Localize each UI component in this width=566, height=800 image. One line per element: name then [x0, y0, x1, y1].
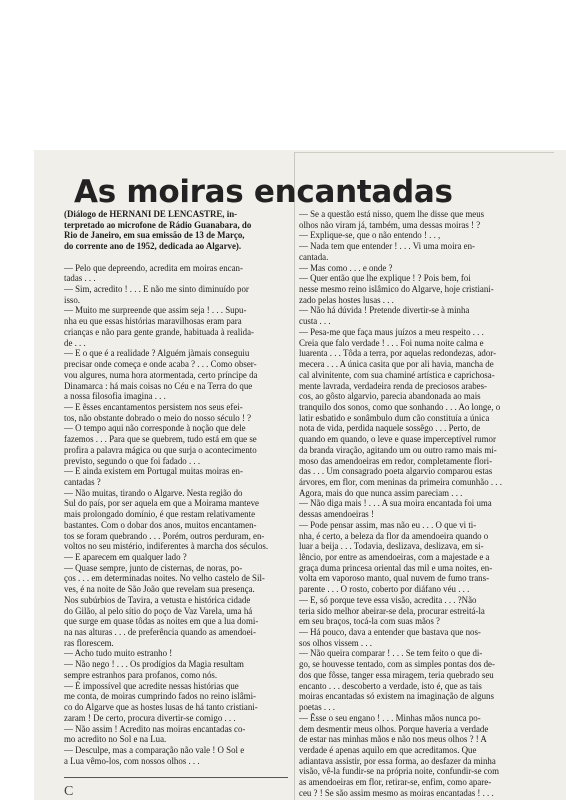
text-line: visão, vê-la fundir-se na própria noite, confundir-se com	[299, 766, 500, 777]
text-line: quando em quando, o leve e quase imperceptível rumor	[299, 434, 496, 445]
text-line: — É impossível que acredite nessas histórias que	[64, 680, 239, 691]
text-line: — Êsse o seu engano ! . . . Minhas mãos nunca po-	[299, 712, 481, 723]
text-line: — Não assim ! Acredito nas moiras encantadas co-	[64, 723, 246, 734]
text-line: — Não queira comparar ! . . . Se tem feito o que di-	[299, 648, 483, 659]
text-line: tos se foram quebrando . . . Porém, outros perduram, en-	[64, 530, 265, 541]
text-line: Agora, mais do que nunca assim pareciam . . .	[299, 487, 463, 498]
text-line: — E êsses encantamentos persistem nos seus efei-	[64, 401, 243, 412]
text-line	[64, 252, 290, 263]
text-line: adiantava assistir, por essa forma, ao desfazer da minha	[299, 755, 496, 766]
text-line: — Não há dúvida ! Pretende divertir-se à minha	[299, 305, 470, 316]
text-line: luarenta . . . Tôda a terra, por aquelas redondezas, ador-	[299, 348, 497, 359]
text-line: — Não nego ! . . . Os prodígios da Magia resultam	[64, 659, 244, 670]
text-line: Creia que falo verdade ! . . . Foi numa noite calma e	[299, 337, 484, 348]
column-divider	[294, 152, 295, 800]
text-line: mais prolongado domínio, é que restam relativamente	[64, 509, 256, 520]
text-line: — Sim, acredito ! . . . E não me sinto diminuído por	[64, 284, 249, 295]
end-rule	[64, 777, 288, 778]
text-line: dessas amendoeiras !	[299, 509, 374, 520]
text-line: go, se houvesse tentado, com as simples pontas dos de-	[299, 659, 495, 670]
text-line: latir esbatido e sonâmbulo dum cão constituía a única	[299, 412, 490, 423]
text-line: — E, só porque teve essa visão, acredita . . . ?Não	[299, 594, 477, 605]
text-line: do Gilão, al pelo sítio do poço de Vaz Varela, uma há	[64, 605, 253, 616]
text-line: Nos subúrbios de Tavira, a vetusta e histórica cidade	[64, 594, 251, 605]
text-line: — Não diga mais ! . . . A sua moira encantada foi uma	[299, 498, 492, 509]
text-line: — E o que é a realidade ? Alguém jàmais conseguiu	[64, 348, 250, 359]
text-line: nha, é certo, a beleza da flor da amendoeira quando o	[299, 530, 489, 541]
text-line: tranquilo dos sonos, como que sonhando . . . Ao longe, o	[299, 401, 501, 412]
text-line: de estar nas minhas mãos e não nos meus olhos ? ! A	[299, 734, 487, 745]
text-line: — Pesa-me que faça maus juízos a meu respeito . . .	[299, 326, 484, 337]
text-line: na nas alturas . . . de preferência quando as amendoei-	[64, 627, 256, 638]
text-line: — E aparecem em qualquer lado ?	[64, 552, 187, 562]
text-line: moso das amendoeiras em redor, completamente flori-	[299, 455, 493, 466]
text-line: da branda viração, agitando um ou outro ramo mais mi-	[299, 444, 497, 455]
text-line: zaram ! De certo, procura divertir-se comigo . . .	[64, 712, 236, 723]
left-column	[64, 209, 290, 766]
text-line: — Acho tudo muito estranho !	[64, 648, 173, 659]
text-line: cos, ao gôsto algarvio, parecia abandonada ao mais	[299, 391, 481, 402]
text-line: graça duma princesa oriental das mil e uma noites, en-	[299, 562, 493, 573]
text-line: nesse mesmo reino islâmico do Algarve, hoje cristiani-	[299, 284, 494, 295]
text-line: nota de vida, perdida naquele sossêgo . . . Perto, de	[299, 423, 481, 434]
text-line: precisar onde começa e onde acaba ? . . . Como obser-	[64, 359, 257, 370]
text-line: crianças e não para gente grande, habituada à realida-	[64, 326, 254, 337]
text-line: tos, não obstante dobrado o meio do nosso século ! ?	[64, 412, 252, 423]
text-line: — Quase sempre, junto de cisternas, de noras, po-	[64, 562, 243, 573]
next-article-fragment: C	[64, 784, 74, 799]
text-line: fazemos . . . Para que se quebrem, tudo está em que se	[64, 434, 257, 445]
text-line: em seu braços, tocá-la com suas mãos ?	[299, 616, 440, 627]
left-body	[64, 252, 290, 767]
text-line: — Pode pensar assim, mas não eu . . . O que vi ti-	[299, 519, 477, 530]
text-line: teria sido melhor abeirar-se dela, procurar estreitá-la	[299, 605, 485, 616]
text-line: dos que fôsse, tanger essa miragem, teria quebrado seu	[299, 669, 494, 680]
text-line: lêncio, por entre as amendoeiras, com a majestade e a	[299, 552, 490, 562]
text-line: de . . .	[64, 337, 86, 348]
intro-line: do corrente ano de 1952, dedicada ao Algarve).	[64, 241, 242, 252]
text-line: das . . . Um consagrado poeta algarvio comparou estas	[299, 466, 493, 477]
text-line: cantada.	[299, 251, 329, 262]
text-line: — Explique-se, que o não entendo ! . . ,	[299, 230, 441, 241]
text-line: árvores, em flor, com meninas da primeira comunhão . . .	[299, 476, 502, 487]
text-line: me conta, de moiras cumprindo fados no reino islâmi-	[64, 691, 256, 702]
text-line: — E ainda existem em Portugal muitas moiras en-	[64, 466, 243, 477]
text-line: Sul do país, por ser aquela em que a Moirama manteve	[64, 498, 259, 509]
text-line: — O tempo aqui não corresponde à noção que dele	[64, 423, 246, 434]
text-line: — Pelo que depreendo, acredita em moiras encan-	[64, 262, 243, 273]
text-line: luar a beija . . . Todavia, deslizava, deslizava, em si-	[299, 541, 484, 552]
text-line: verdade é apenas aquilo em que acreditamos. Que	[299, 744, 477, 755]
article-intro	[64, 209, 290, 252]
text-line: — Se a questão está nisso, quem lhe disse que meus	[299, 209, 485, 219]
text-line: zado pelas hostes lusas . . .	[299, 294, 394, 305]
text-line: ves, é na noite de São João que revelam sua presença.	[64, 584, 255, 595]
text-line: volta em vaporoso manto, qual nuvem de fumo trans-	[299, 573, 490, 584]
text-line: mecera . . . A única casita que por ali havia, mancha de	[299, 359, 494, 370]
text-line: — Muito me surpreende que assim seja ! . . . Supu-	[64, 305, 247, 316]
text-line: nha eu que essas histórias maravilhosas eram para	[64, 316, 242, 327]
text-line: vou algures, numa hora atormentada, certo príncipe da	[64, 369, 258, 380]
text-line: mo acredito no Sol e na Lua.	[64, 734, 167, 745]
text-line: Dinamarca : há mais coisas no Céu e na Terra do que	[64, 380, 253, 391]
text-line: ceu ? ! Se são assim mesmo as moiras encantadas ! . . .	[299, 787, 494, 798]
text-line: profira a palavra mágica ou que surja o acontecimento	[64, 444, 257, 455]
text-line: encanto . . . descoberto a verdade, isto é, que as tais	[299, 680, 482, 691]
text-line: as amendoeiras em flor, retirar-se, enfim, como apare-	[299, 777, 492, 788]
text-line: — Mas como . . . e onde ?	[299, 262, 393, 273]
text-line: a nossa filosofia imagina . . .	[64, 391, 166, 402]
text-line: previsto, segundo o que foi fadado . . .	[64, 455, 201, 466]
text-line: — Quer então que lhe explique ! ? Pois bem, foi	[299, 273, 471, 284]
text-line: parente . . . O rosto, coberto por diáfano véu . . .	[299, 584, 470, 595]
text-line: custa . . .	[299, 316, 331, 327]
text-line: — Desculpe, mas a comparação não vale ! O Sol e	[64, 744, 245, 755]
text-line: voltos no seu mistério, indiferentes à marcha dos séculos.	[64, 541, 269, 552]
text-line: dem desmentir meus olhos. Porque haveria a verdade	[299, 723, 489, 734]
intro-line: Rio de Janeiro, em sua emissão de 13 de Março,	[64, 230, 245, 241]
intro-line: (Diálogo de HERNANI DE LENCASTRE, in-	[64, 209, 238, 219]
text-line: ços . . . em determinadas noites. No velho castelo de Sil-	[64, 573, 265, 584]
text-line: mente lavrada, verdadeira renda de preciosos arabes-	[299, 380, 488, 391]
text-line: moiras encantadas só existem na imaginação de alguns	[299, 691, 494, 702]
text-line: — Não muitas, tirando o Algarve. Nesta região do	[64, 487, 243, 498]
text-line: a Lua vêmo-los, com nossos olhos . . .	[64, 755, 200, 766]
text-line: sempre estranhos para profanos, como nós.	[64, 669, 218, 680]
right-column	[299, 209, 551, 799]
text-line: cal alvinitente, com sua chaminé artística e caprichosa-	[299, 369, 495, 380]
text-line: que surge em quase tôdas as noites em que a lua domi-	[64, 616, 259, 627]
text-line: — Há pouco, dava a entender que bastava que nos-	[299, 627, 481, 638]
text-line: isso.	[64, 294, 81, 305]
text-line: olhos não viram já, também, uma dessas moiras ! ?	[299, 219, 481, 230]
text-line: poetas . . .	[299, 702, 335, 713]
text-line: tadas . . .	[64, 273, 96, 284]
text-line: sos olhos vissem . . .	[299, 637, 372, 648]
text-line: — Nada tem que entender ! . . . Vi uma moira en-	[299, 241, 476, 252]
article-title: As moiras encantadas	[74, 174, 453, 210]
text-line: co do Algarve que as hostes lusas de há tanto cristiani-	[64, 702, 258, 713]
text-line: cantadas ?	[64, 476, 101, 487]
text-line: ras florescem.	[64, 637, 114, 648]
text-line: bastantes. Com o dobar dos anos, muitos encantamen-	[64, 519, 257, 530]
top-border	[294, 152, 554, 153]
intro-line: terpretado ao microfone de Rádio Guanabara, do	[64, 219, 252, 230]
